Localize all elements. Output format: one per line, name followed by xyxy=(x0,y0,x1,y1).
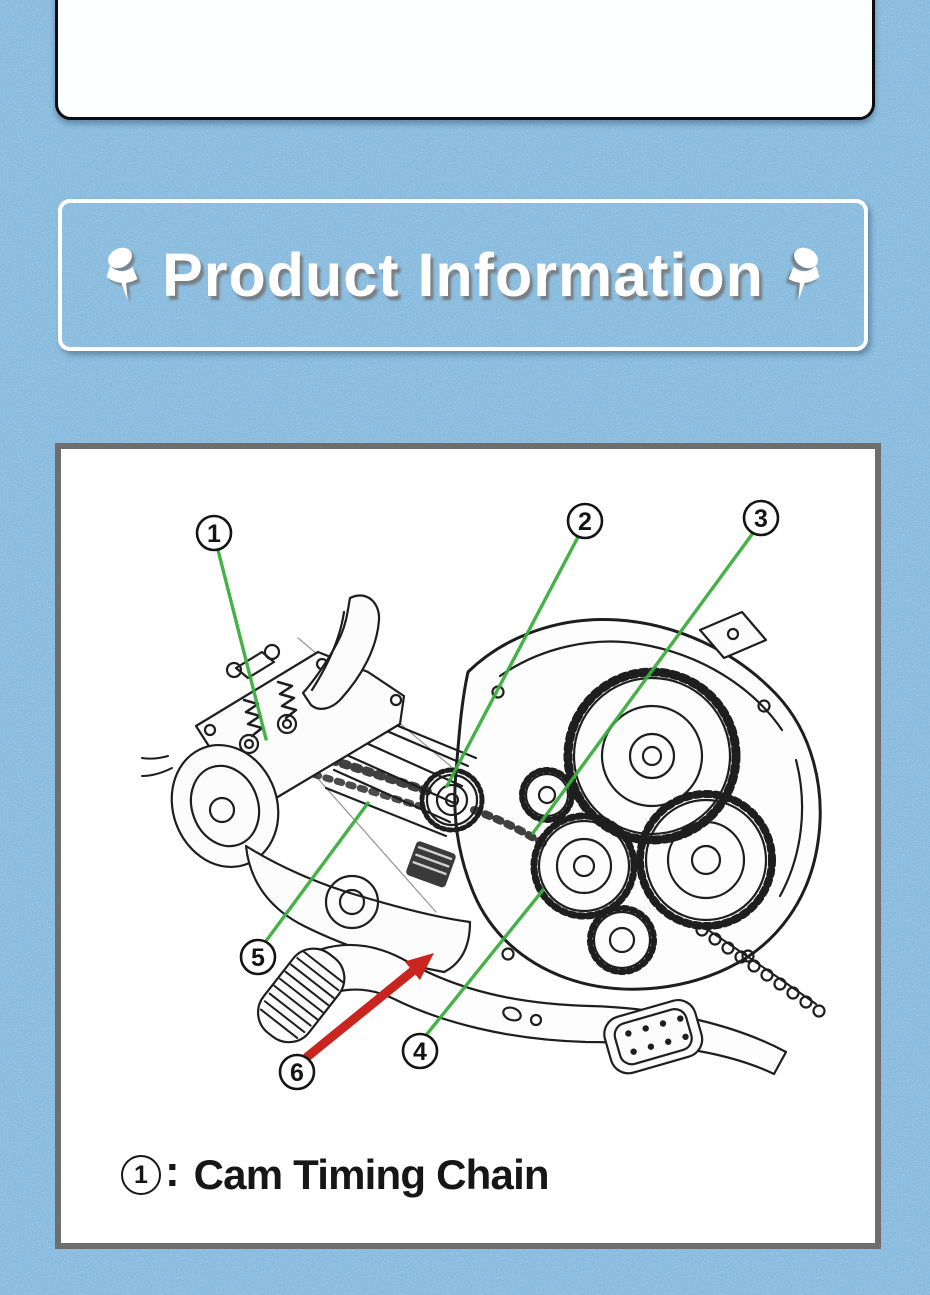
callout-2 xyxy=(568,504,602,538)
legend-colon: : xyxy=(165,1147,180,1196)
product-info-banner xyxy=(58,199,868,351)
svg-text:5: 5 xyxy=(251,944,265,972)
callout-1 xyxy=(197,516,231,550)
legend-item xyxy=(121,1147,549,1203)
pushpin-icon xyxy=(780,246,826,304)
engine-illustration xyxy=(142,595,825,1077)
svg-text:2: 2 xyxy=(578,508,592,536)
engine-diagram xyxy=(61,449,875,1243)
pushpin-icon xyxy=(100,246,146,304)
top-card xyxy=(55,0,875,120)
svg-text:4: 4 xyxy=(413,1038,427,1066)
callout-6 xyxy=(280,1055,314,1089)
legend-label: Cam Timing Chain xyxy=(193,1151,549,1198)
callout-4 xyxy=(403,1034,437,1068)
callout-5 xyxy=(241,940,275,974)
circled-number: 1 xyxy=(121,1155,161,1195)
diagram-panel xyxy=(55,443,881,1249)
svg-text:3: 3 xyxy=(754,505,768,533)
svg-text:1: 1 xyxy=(207,520,221,548)
svg-text:6: 6 xyxy=(290,1059,304,1087)
page-title: Product Information xyxy=(162,241,764,309)
callout-3 xyxy=(744,501,778,535)
